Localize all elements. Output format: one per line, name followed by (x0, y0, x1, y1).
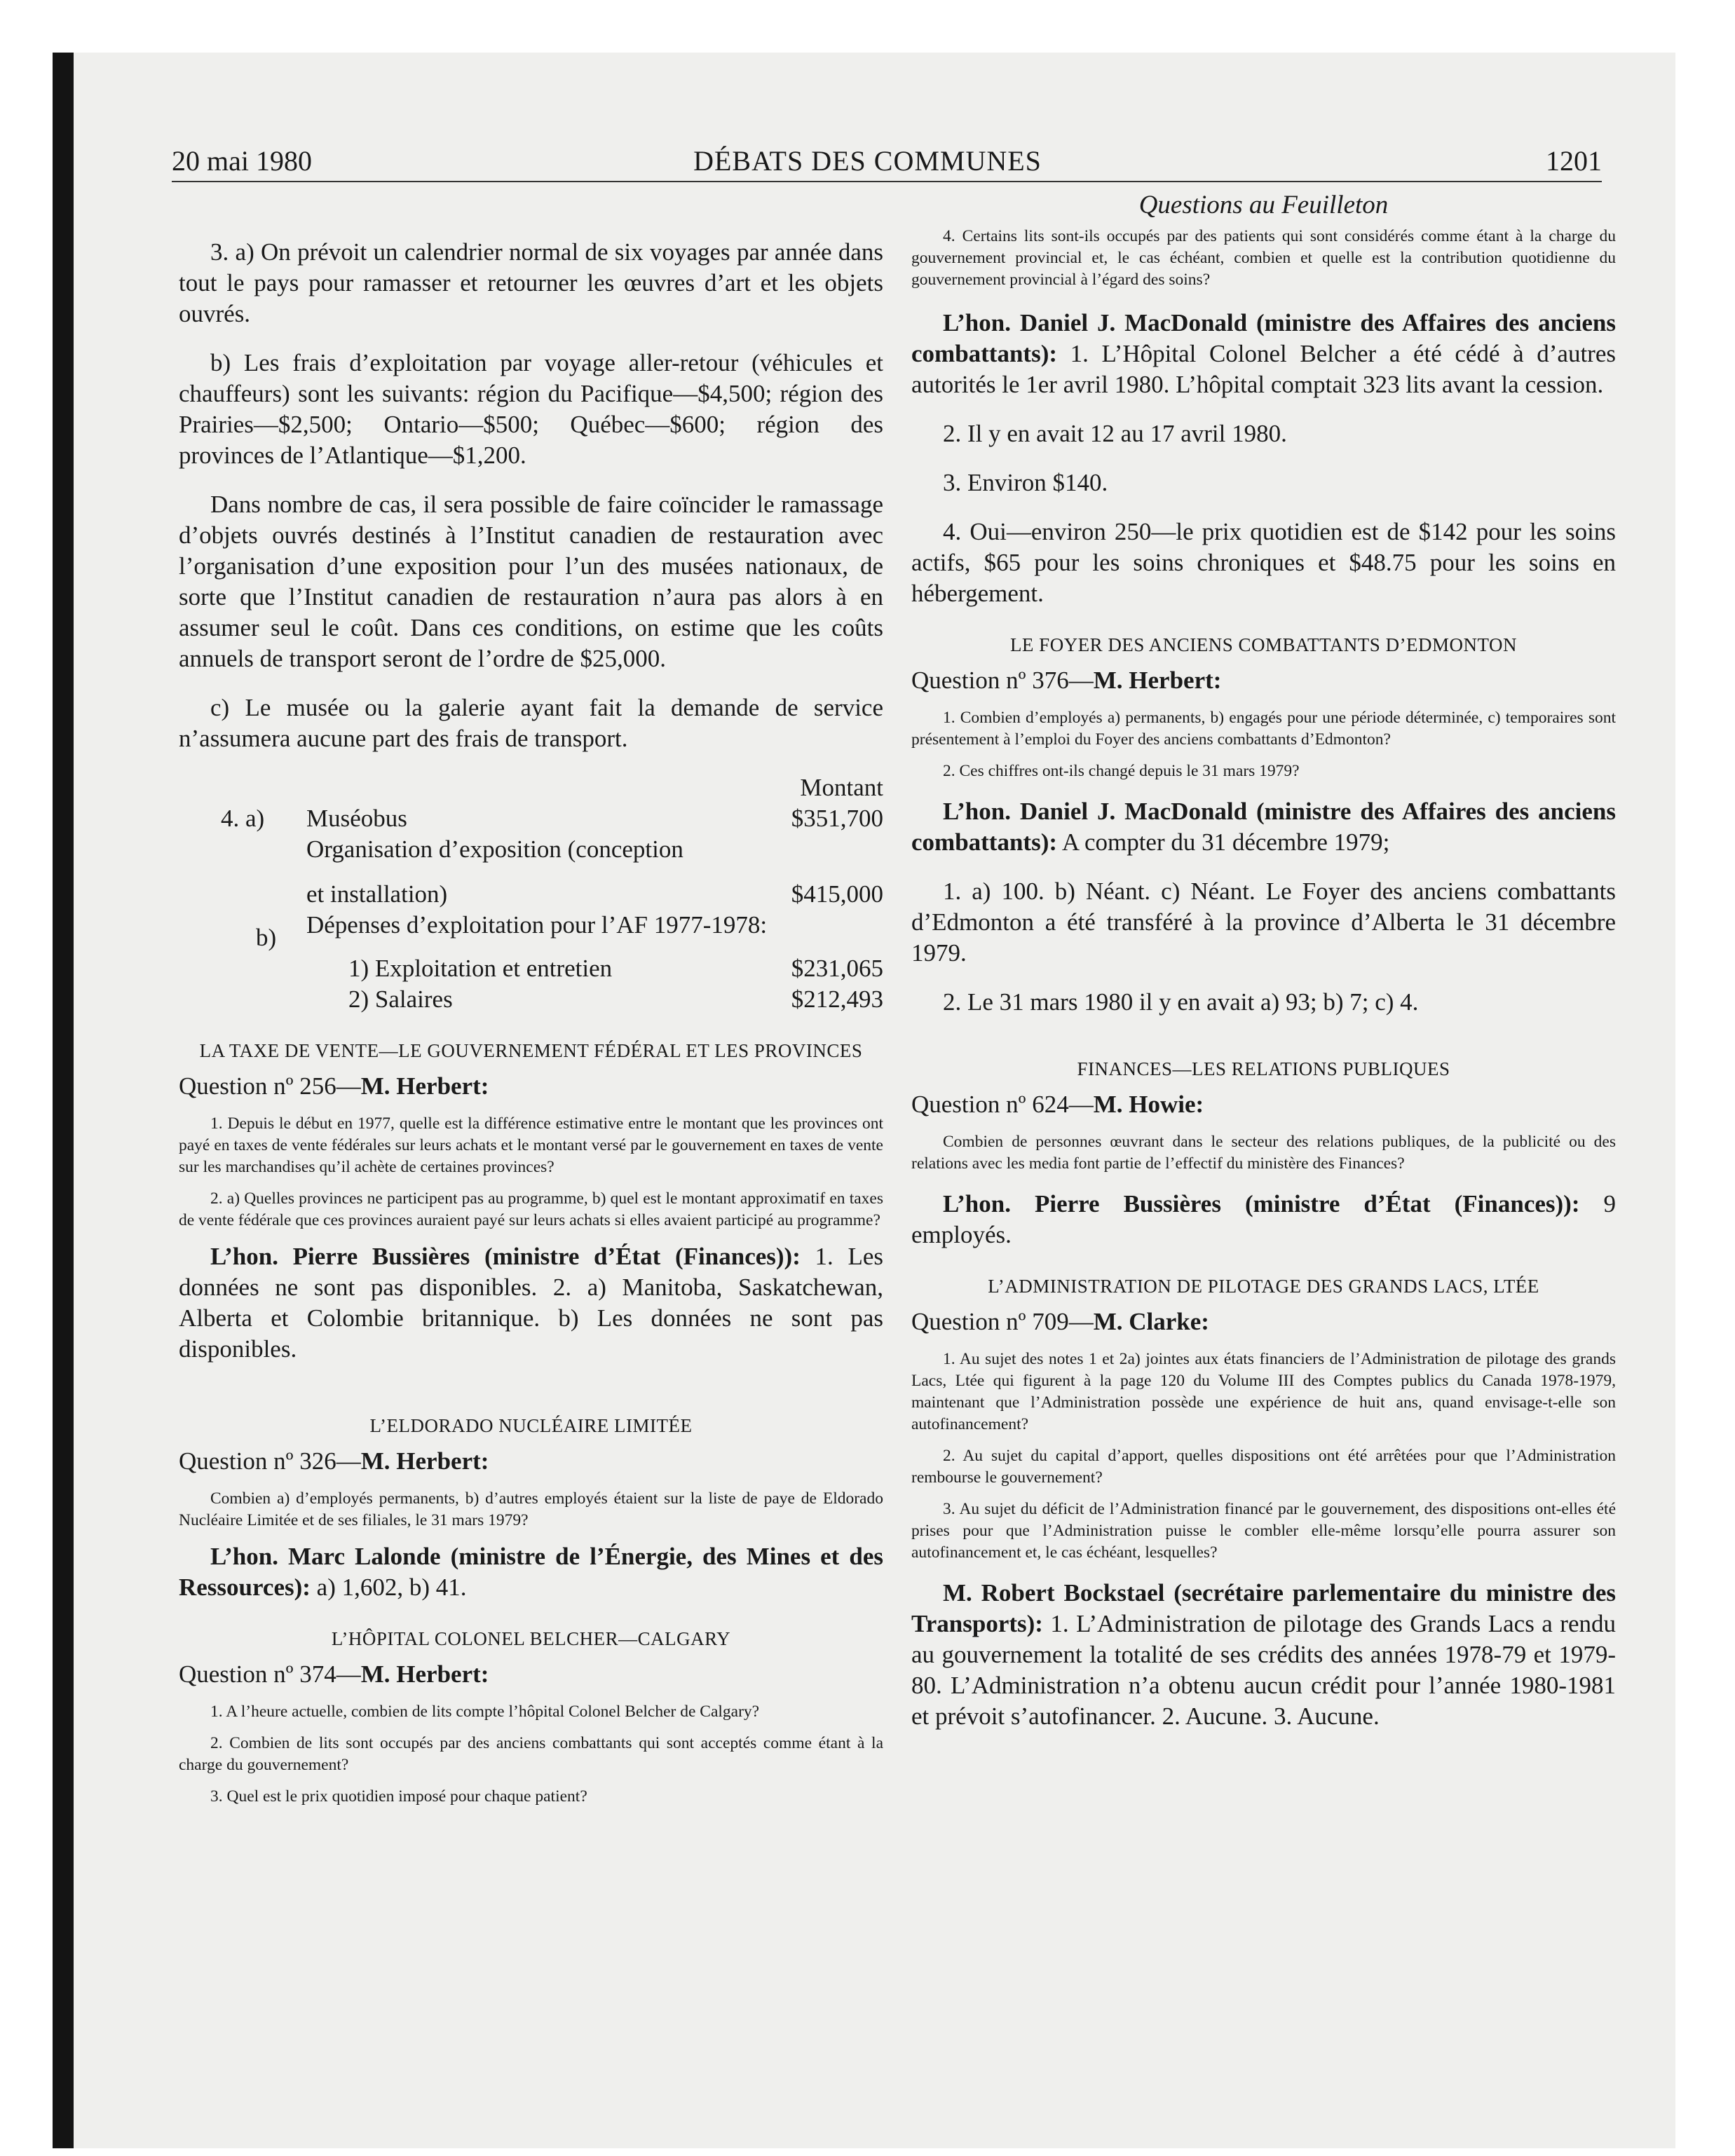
row-text: 1) Exploitation et entretien (348, 955, 613, 982)
question-number: Question nº 376— (911, 667, 1094, 694)
question-text: 4. Certains lits sont-ils occupés par des patients qui sont considérés comme étant à la charge du gouvernement provincial et, le cas échéant, combien et quelle est la contribution quotidienne du gouvernement provincial à l’égard des soins? (911, 227, 1616, 289)
question-text: 1. Au sujet des notes 1 et 2a) jointes aux états financiers de l’Administration de pilotage des grands Lacs, Ltée qui figurent à la page 120 du Volume III des Comptes publics du Canada 1978-1979, maintenant que l’Administration possède une expérience de huit ans, quand envisage-t-elle son autofinancement? (911, 1350, 1616, 1433)
answer-paragraph: 4. Oui—environ 250—le prix quotidien est de $142 pour les soins actifs, $65 pour les soins chroniques et $48.75 pour les soins en hébergement. (911, 518, 1616, 607)
question-number: Question nº 256— (179, 1072, 361, 1100)
answer-text: a) 1,602, b) 41. (310, 1574, 467, 1601)
header-date: 20 mai 1980 (172, 145, 312, 177)
cost-table (179, 772, 883, 1015)
scan-edge (53, 53, 74, 2148)
section-title: L’HÔPITAL COLONEL BELCHER—CALGARY (331, 1628, 731, 1649)
question-text: 2. a) Quelles provinces ne participent pas au programme, b) quel est le montant approximatif en taxes de vente fédérale que ces provinces auraient payé sur leurs achats si elles avaient participé au programme? (179, 1189, 883, 1229)
question-text: 2. Combien de lits sont occupés par des anciens combattants qui sont acceptés comme étant à la charge du gouvernement? (179, 1734, 883, 1774)
question-author: M. Herbert: (360, 1072, 489, 1100)
row-text: Organisation d’exposition (conception (306, 835, 683, 863)
answer-text: A compter du 31 décembre 1979; (1057, 828, 1390, 856)
speaker-name: L’hon. Marc Lalonde (ministre de l’Énergie, des Mines et des Ressources): (179, 1543, 883, 1601)
question-number: Question nº 624— (911, 1091, 1094, 1118)
speaker-name: L’hon. Pierre Bussières (ministre d’État (Finances)): (210, 1243, 801, 1270)
question-line (911, 665, 1616, 696)
answer-paragraph (179, 1541, 883, 1603)
answer-text: 1. Les données ne sont pas disponibles. 2. a) Manitoba, Saskatchewan, Alberta et Colombie britannique. b) Les données ne sont pas disponibles. (179, 1243, 883, 1363)
header-title: DÉBATS DES COMMUNES (693, 145, 1042, 177)
answer-paragraph (911, 796, 1616, 858)
answer-paragraph: b) Les frais d’exploitation par voyage aller-retour (véhicules et chauffeurs) sont les suivants: région du Pacifique—$4,500; région des Prairies—$2,500; Ontario—$500; Québec—$600; région des provinces de l’Atlantique—$1,200. (179, 349, 883, 469)
answer-paragraph: 1. a) 100. b) Néant. c) Néant. Le Foyer des anciens combattants d’Edmonton a été transféré à la province d’Alberta le 31 décembre 1979. (911, 878, 1616, 967)
answer-text: 9 employés. (911, 1190, 1616, 1248)
speaker-name: L’hon. Pierre Bussières (ministre d’État (Finances)): (943, 1190, 1580, 1217)
question-text: Combien a) d’employés permanents, b) d’autres employés étaient sur la liste de paye de Eldorado Nucléaire Limitée et de ses filiales, le 31 mars 1979? (179, 1489, 883, 1529)
right-column (911, 189, 1616, 1750)
section-title: FINANCES—LES RELATIONS PUBLIQUES (1077, 1058, 1450, 1079)
answer-paragraph: c) Le musée ou la galerie ayant fait la demande de service n’assumera aucune part des frais de transport. (179, 694, 883, 752)
page-number: 1201 (1546, 145, 1602, 177)
speaker-name: L’hon. Daniel J. MacDonald (ministre des Affaires des anciens combattants): (911, 309, 1616, 367)
answer-text: 1. L’Administration de pilotage des Grands Lacs a rendu au gouvernement la totalité de ses crédits des années 1978-79 et 1979-80. L’Administration n’a obtenu aucun crédit pour l’année 1980-1981 et prévoit s’autofinancer. 2. Aucune. 3. Aucune. (911, 1610, 1616, 1730)
answer-paragraph: 2. Le 31 mars 1980 il y en avait a) 93; b) 7; c) 4. (943, 988, 1419, 1016)
section-title: LE FOYER DES ANCIENS COMBATTANTS D’EDMONTON (1009, 634, 1518, 655)
row-amount: $415,000 (791, 880, 883, 908)
question-number: Question nº 709— (911, 1308, 1094, 1335)
question-author: M. Howie: (1093, 1091, 1204, 1118)
row-label: 4. a) (221, 805, 265, 832)
question-line (911, 1306, 1616, 1337)
answer-paragraph (911, 308, 1616, 400)
answer-paragraph: Dans nombre de cas, il sera possible de faire coïncider le ramassage d’objets ouvrés destinés à l’Institut canadien de restauration avec l’organisation d’une exposition pour l’un des musées nationaux, de sorte que l’Institut canadien de restauration n’aura pas alors à en assumer seul le coût. Dans ces conditions, on estime que les coûts annuels de transport seront de l’ordre de $25,000. (179, 491, 883, 672)
column-heading: Questions au Feuilleton (1138, 191, 1389, 219)
speaker-name: L’hon. Daniel J. MacDonald (ministre des Affaires des anciens combattants): (911, 798, 1616, 856)
row-amount: $212,493 (791, 985, 883, 1013)
amount-header: Montant (800, 774, 883, 801)
question-line (911, 1089, 1616, 1120)
table-row (179, 772, 883, 803)
question-line (179, 1659, 883, 1690)
question-author: M. Herbert: (360, 1447, 489, 1475)
question-text: 2. Au sujet du capital d’apport, quelles dispositions ont été arrêtées pour que l’Administration rembourse le gouvernement? (911, 1447, 1616, 1487)
question-text: 1. A l’heure actuelle, combien de lits compte l’hôpital Colonel Belcher de Calgary? (210, 1703, 760, 1721)
header-rule (172, 181, 1602, 182)
section-title: L’ADMINISTRATION DE PILOTAGE DES GRANDS LACS, LTÉE (988, 1276, 1539, 1297)
question-number: Question nº 326— (179, 1447, 361, 1475)
table-row (179, 910, 883, 953)
question-text: 3. Au sujet du déficit de l’Administration financé par le gouvernement, des dispositions ont-elles été prises pour que l’Administration puisse le combler elle-même lorsqu’elle pourra assurer son autofinancement et, le cas échéant, lesquelles? (911, 1500, 1616, 1562)
answer-paragraph (911, 1189, 1616, 1250)
row-text: 2) Salaires (348, 985, 453, 1013)
table-row (179, 984, 883, 1015)
question-number: Question nº 374— (179, 1660, 361, 1688)
answer-paragraph (911, 1578, 1616, 1732)
question-text: 2. Ces chiffres ont-ils changé depuis le 31 mars 1979? (943, 762, 1300, 780)
question-line (179, 1071, 883, 1102)
answer-paragraph: 3. a) On prévoit un calendrier normal de six voyages par année dans tout le pays pour ramasser et retourner les œuvres d’art et les objets ouvrés. (179, 238, 883, 327)
answer-paragraph: 2. Il y en avait 12 au 17 avril 1980. (943, 420, 1287, 447)
section-title: L’ELDORADO NUCLÉAIRE LIMITÉE (369, 1415, 693, 1436)
question-text: 1. Combien d’employés a) permanents, b) engagés pour une période déterminée, c) temporaires sont présentement à l’emploi du Foyer des anciens combattants d’Edmonton? (911, 709, 1616, 749)
row-label: b) (256, 924, 277, 951)
question-text: 1. Depuis le début en 1977, quelle est la différence estimative entre le montant que les provinces ont payé en taxes de vente fédérales sur leurs achats et le montant versé par le gouvernement en taxes de vente sur les marchandises qu’il achète de certaines provinces? (179, 1114, 883, 1176)
table-row (179, 803, 883, 834)
row-text: et installation) (306, 880, 448, 908)
table-row (179, 834, 883, 879)
answer-paragraph: 3. Environ $140. (943, 469, 1108, 496)
row-text: Dépenses d’exploitation pour l’AF 1977-1978: (306, 911, 768, 939)
row-text: Muséobus (306, 805, 407, 832)
question-author: M. Clarke: (1093, 1308, 1209, 1335)
table-row (179, 953, 883, 984)
answer-paragraph (179, 1241, 883, 1365)
question-author: M. Herbert: (360, 1660, 489, 1688)
table-row (179, 879, 883, 910)
left-column (179, 189, 883, 1817)
question-line (179, 1446, 883, 1477)
question-author: M. Herbert: (1093, 667, 1222, 694)
question-text: 3. Quel est le prix quotidien imposé pour chaque patient? (210, 1787, 587, 1806)
row-amount: $351,700 (791, 805, 883, 832)
section-title: LA TAXE DE VENTE—LE GOUVERNEMENT FÉDÉRAL ET LES PROVINCES (199, 1040, 863, 1061)
question-text: Combien de personnes œuvrant dans le secteur des relations publiques, de la publicité ou des relations avec les media font partie de l’effectif du ministère des Finances? (911, 1133, 1616, 1173)
row-amount: $231,065 (791, 955, 883, 982)
speaker-name: M. Robert Bockstael (secrétaire parlementaire du ministre des Transports): (911, 1579, 1616, 1637)
answer-text: 1. L’Hôpital Colonel Belcher a été cédé à d’autres autorités le 1er avril 1980. L’hôpital comptait 323 lits avant la cession. (911, 340, 1616, 398)
